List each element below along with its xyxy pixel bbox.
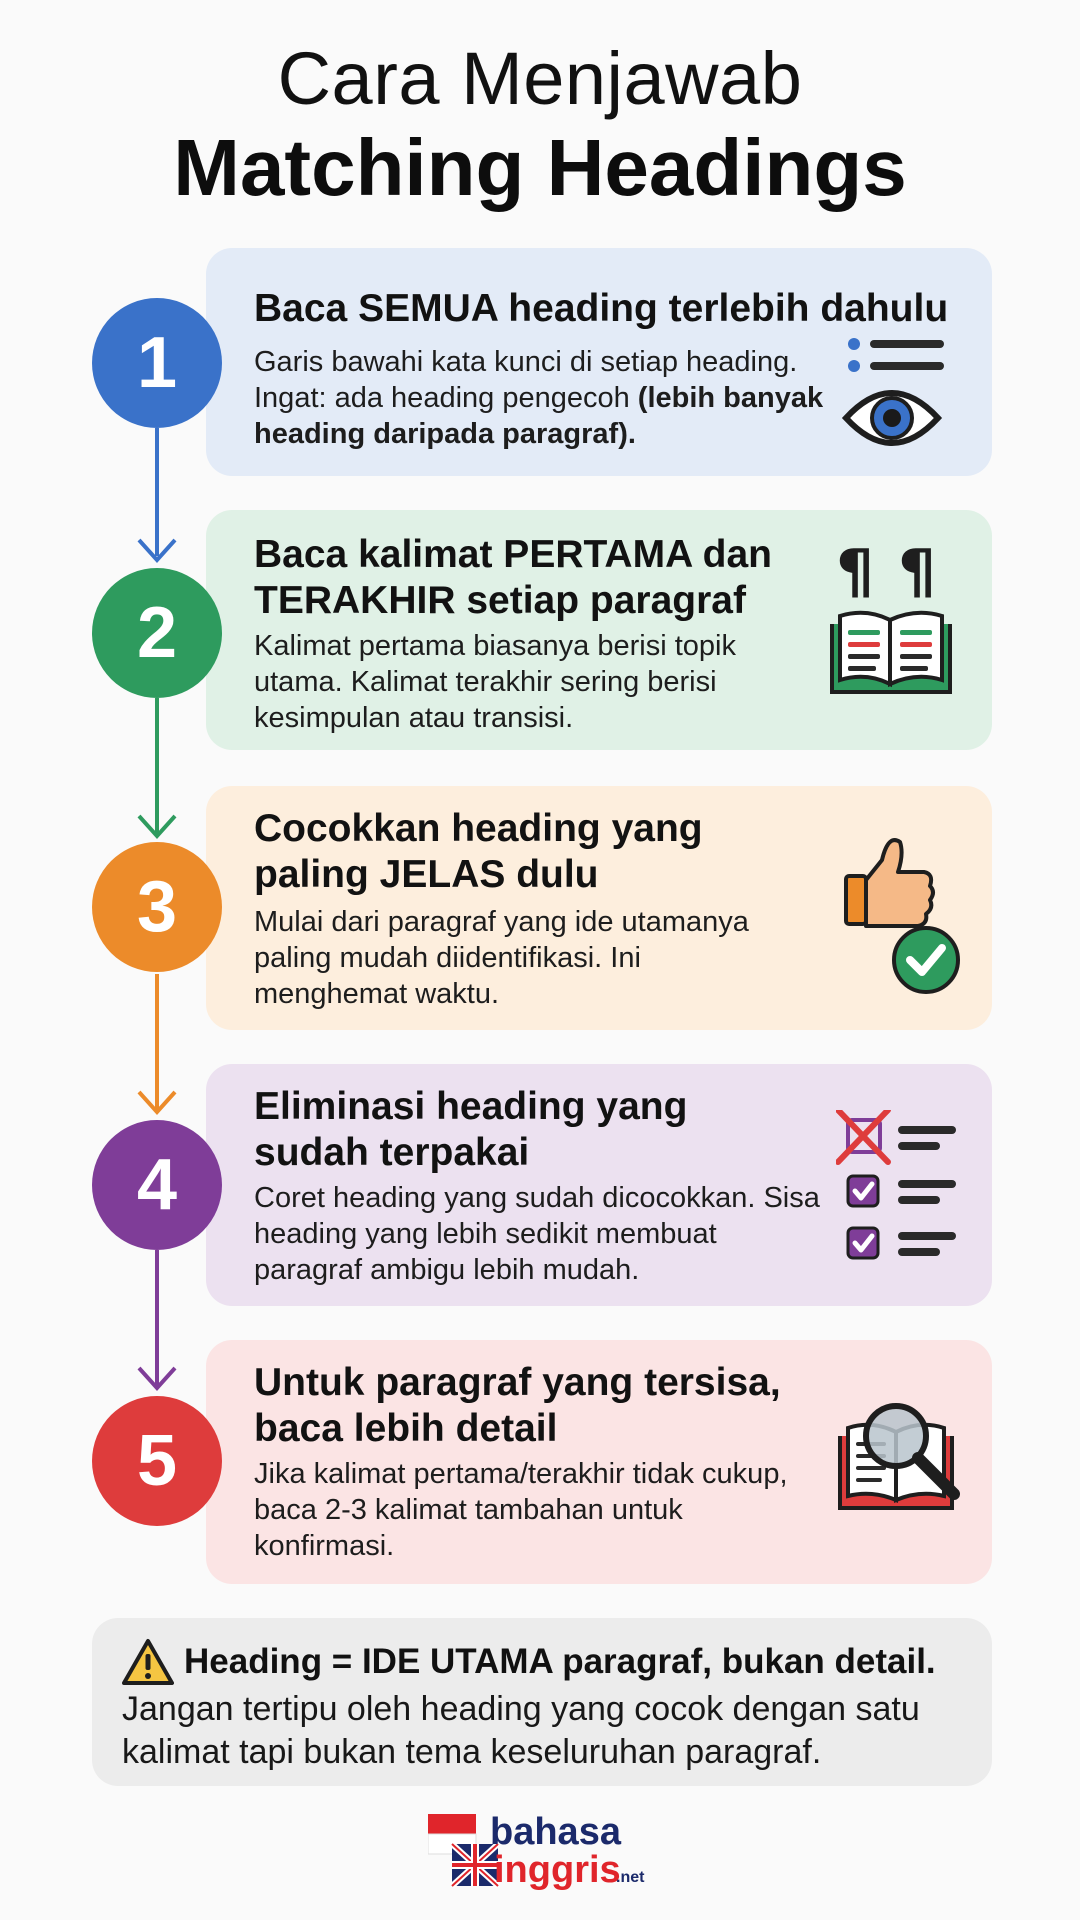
step-5-title: Untuk paragraf yang tersisa, baca lebih detail [254,1361,781,1450]
step-card-3 [206,786,992,1030]
connector-3-4 [153,974,161,1116]
step-card-2 [206,510,992,750]
key-tip-title: Heading = IDE UTAMA paragraf, bukan detail. [184,1642,936,1681]
step-card-4 [206,1064,992,1306]
step-5-number: 5 [92,1396,222,1526]
page-title-line-1: Cara Menjawab [277,37,803,120]
page-title-line-2: Matching Headings [173,123,907,212]
logo-word-2: inggris [494,1849,621,1891]
connector-2-3 [153,698,161,840]
step-2-number: 2 [92,568,222,698]
checklist-icon [836,1110,966,1276]
step-3-title: Cocokkan heading yang paling JELAS dulu [254,807,703,896]
step-1-description-text: Garis bawahi kata kunci di setiap heading. Ingat: ada heading pengecoh [254,346,798,414]
connector-4-5 [153,1250,161,1392]
step-2-description: Kalimat pertama biasanya berisi topik utama. Kalimat terakhir sering berisi kesimpulan atau transisi. [254,630,736,734]
step-3-number: 3 [92,842,222,972]
open-book-pilcrow-icon [826,534,956,704]
warning-icon [122,1638,174,1686]
step-1-description [254,344,844,452]
step-2-title: Baca kalimat PERTAMA dan TERAKHIR setiap paragraf [254,533,772,622]
step-card-1 [206,248,992,476]
book-magnifier-icon [836,1396,966,1526]
svg-text:¶: ¶ [836,537,875,607]
logo-suffix: .net [616,1869,645,1886]
step-4-description: Coret heading yang sudah dicocokkan. Sisa heading yang lebih sedikit membuat paragraf ambigu lebih mudah. [254,1182,820,1286]
key-tip-description: Jangan tertipu oleh heading yang cocok dengan satu kalimat tapi bukan tema keseluruhan paragraf. [122,1690,920,1771]
step-card-5 [206,1340,992,1584]
step-3-description: Mulai dari paragraf yang ide utamanya paling mudah diidentifikasi. Ini menghemat waktu. [254,906,749,1010]
step-4-title: Eliminasi heading yang sudah terpakai [254,1085,688,1174]
step-4-number: 4 [92,1120,222,1250]
logo-word-1: bahasa [490,1811,621,1853]
svg-text:¶: ¶ [898,537,937,607]
step-1-title: Baca SEMUA heading terlebih dahulu [254,287,949,330]
bahasainggris-logo [428,1808,654,1894]
connector-1-2 [153,428,161,570]
step-1-number: 1 [92,298,222,428]
key-tip-box [92,1618,992,1786]
step-5-description: Jika kalimat pertama/terakhir tidak cukup, baca 2-3 kalimat tambahan untuk konfirmasi. [254,1458,788,1562]
step-1-description-bold: (lebih banyak heading daripada paragraf). [254,382,824,450]
thumbs-up-check-icon [842,830,962,1000]
list-and-eye-icon [836,334,948,454]
